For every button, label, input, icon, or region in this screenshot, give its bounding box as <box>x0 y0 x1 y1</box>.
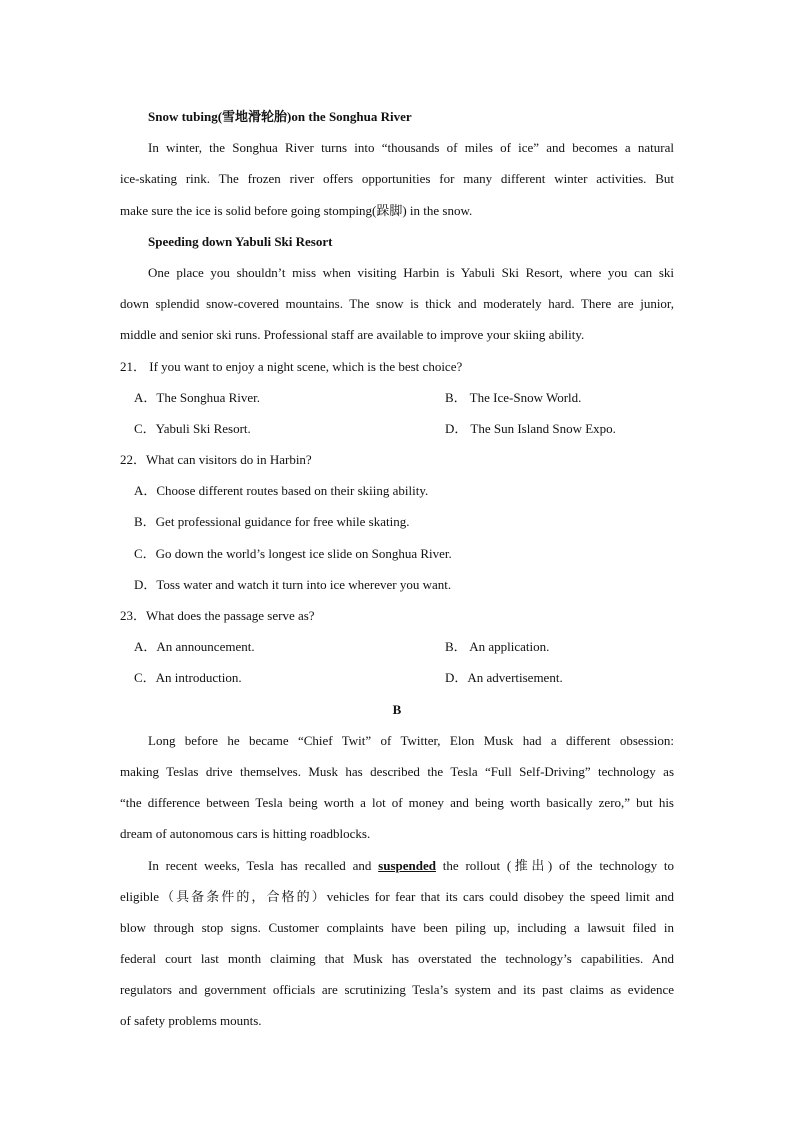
question-23-options-row-2 <box>120 662 674 693</box>
paragraph-line: Long before he became “Chief Twit” of Twitter, Elon Musk had a different obsession: <box>148 732 674 748</box>
paragraph-line: making Teslas drive themselves. Musk has described the Tesla “Full Self-Driving” technology as <box>120 763 674 779</box>
paragraph-line: ice-skating rink. The frozen river offers opportunities for many different winter activities. But <box>120 171 674 187</box>
question-21-option-d: D． The Sun Island Snow Expo. <box>445 420 616 436</box>
section-letter-b: B <box>392 701 402 717</box>
paragraph-line: regulators and government officials are scrutinizing Tesla’s system and its past claims as evidence <box>120 982 674 998</box>
question-22-option-d: D．Toss water and watch it turn into ice wherever you want. <box>134 576 452 592</box>
question-22-option-row <box>120 475 674 506</box>
question-22-option-row <box>120 538 674 569</box>
question-23-option-b: B． An application. <box>445 639 550 655</box>
question-21-option-c: C．Yabuli Ski Resort. <box>134 420 251 436</box>
question-22-option-c: C．Go down the world’s longest ice slide on Songhua River. <box>134 545 452 561</box>
section-heading-snow-tubing: Snow tubing(雪地滑轮胎)on the Songhua River <box>148 109 412 124</box>
paragraph-line: federal court last month claiming that Musk has overstated the technology’s capabilities. And <box>120 951 674 967</box>
question-22-stem: 22．What can visitors do in Harbin? <box>120 452 312 468</box>
paragraph-line: In winter, the Songhua River turns into “thousands of miles of ice” and becomes a natural <box>148 140 674 156</box>
text-segment: In recent weeks, Tesla has recalled and <box>148 857 379 873</box>
question-23-option-a: A．An announcement. <box>134 639 255 655</box>
keyword-suspended: suspended <box>378 857 436 873</box>
text-segment: the rollout (推出) of the technology to <box>435 857 674 873</box>
question-23-stem: 23．What does the passage serve as? <box>120 608 315 623</box>
question-23-options-row-1 <box>120 631 674 662</box>
paragraph-line: middle and senior ski runs. Professional staff are available to improve your skiing ability. <box>120 327 585 343</box>
paragraph-line: make sure the ice is solid before going stomping(跺脚) in the snow. <box>120 202 473 218</box>
paragraph-line: of safety problems mounts. <box>120 1013 262 1029</box>
question-22-option-a: A．Choose different routes based on their skiing ability. <box>134 483 429 499</box>
question-21-options-row-2 <box>120 413 674 444</box>
question-21-option-a: A．The Songhua River. <box>134 389 261 405</box>
paragraph-line: eligible（具备条件的，合格的）vehicles for fear that its cars could disobey the speed limit and <box>120 888 674 904</box>
question-22-option-b: B．Get professional guidance for free while skating. <box>134 514 410 530</box>
section-heading-yabuli: Speeding down Yabuli Ski Resort <box>148 233 333 249</box>
question-23-option-c: C．An introduction. <box>134 670 242 686</box>
page-content <box>120 101 674 1037</box>
paragraph-line: down splendid snow-covered mountains. The snow is thick and moderately hard. There are junior, <box>120 296 674 312</box>
question-22-option-row <box>120 569 674 600</box>
question-22-option-row <box>120 506 674 537</box>
question-21-options-row-1 <box>120 382 674 413</box>
paragraph-line: blow through stop signs. Customer complaints have been piling up, including a lawsuit filed in <box>120 919 674 935</box>
paragraph-line-with-keyword <box>120 850 674 881</box>
paragraph-line: “the difference between Tesla being worth a lot of money and being worth basically zero,” but his <box>120 795 674 811</box>
question-23-option-d: D．An advertisement. <box>445 670 563 686</box>
paragraph-line: dream of autonomous cars is hitting roadblocks. <box>120 826 371 842</box>
paragraph-line: One place you shouldn’t miss when visiting Harbin is Yabuli Ski Resort, where you can ski <box>148 264 674 280</box>
question-21-option-b: B． The Ice-Snow World. <box>445 389 582 405</box>
question-21-stem: 21． If you want to enjoy a night scene, which is the best choice? <box>120 358 463 374</box>
